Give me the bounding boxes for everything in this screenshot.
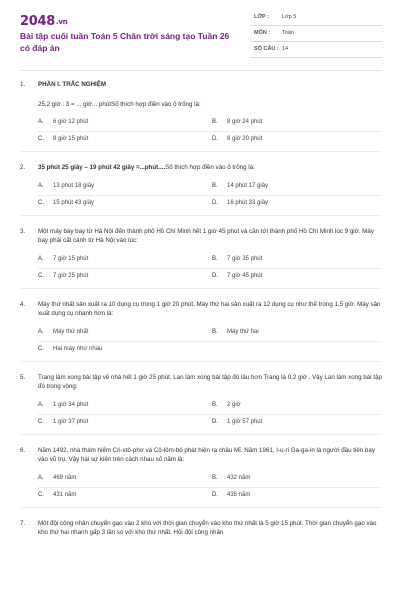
question-text: [20, 163, 382, 173]
option-a[interactable]: A. 1 giờ 34 phút: [38, 401, 89, 408]
header-divider: [20, 70, 382, 71]
option-b[interactable]: B. 14 phút 17 giây: [212, 182, 269, 189]
question-number: 5.: [20, 373, 26, 381]
option-row: [38, 131, 382, 143]
question-3: [20, 227, 382, 289]
answer-options: [20, 475, 382, 499]
question-list: [20, 80, 382, 557]
option-d[interactable]: D. 16 phút 33 giây: [212, 199, 269, 206]
option-row: [38, 256, 382, 268]
meta-label: MÔN :: [254, 30, 271, 36]
option-b[interactable]: B. 7 giờ 35 phút: [212, 255, 263, 262]
option-d[interactable]: D. 1 giờ 57 phút: [212, 418, 263, 425]
meta-table: [250, 10, 382, 58]
answer-options: [20, 119, 382, 143]
option-a[interactable]: A. 13 phút 18 giây: [38, 182, 95, 189]
section-title: PHẦN I. TRẮC NGHIỆM: [38, 81, 107, 88]
option-c[interactable]: C. 15 phút 43 giây: [38, 199, 95, 206]
meta-label: LỚP :: [254, 14, 269, 20]
question-text: [20, 373, 382, 392]
answer-options: [20, 183, 382, 207]
option-b[interactable]: B. Máy thứ hai: [212, 328, 259, 335]
option-row: [38, 329, 382, 341]
meta-row-count: [250, 42, 382, 58]
question-text: 25,2 giờ : 3 = ... giờ... phútSố thích hợp điền vào ô trống là:: [38, 100, 201, 108]
meta-row-subject: [250, 26, 382, 42]
question-5: [20, 373, 382, 435]
option-a[interactable]: A. 469 năm: [38, 474, 77, 481]
option-c[interactable]: C. Hai máy như nhau: [38, 345, 103, 352]
question-number: 3.: [20, 227, 26, 235]
option-c[interactable]: C. 7 giờ 25 phút: [38, 272, 89, 279]
option-row: [38, 119, 382, 131]
meta-value: Lớp 5: [282, 14, 297, 20]
meta-value: Toán: [282, 30, 294, 36]
option-c[interactable]: C. 1 giờ 37 phút: [38, 418, 89, 425]
answer-options: [20, 329, 382, 353]
option-row: [38, 341, 382, 353]
question-number: 4.: [20, 300, 26, 308]
option-row: [38, 183, 382, 195]
question-text: [20, 227, 382, 246]
question-number: 6.: [20, 446, 26, 454]
option-row: [38, 402, 382, 414]
question-number: 7.: [20, 519, 26, 527]
question-6: [20, 446, 382, 508]
option-c[interactable]: C. 8 giờ 15 phút: [38, 136, 89, 142]
question-prompt: Trang làm xong bài tập về nhà hết 1 giờ 25 phút. Lan làm xong bài tập đó lâu hơn Trang là 0,2 giờ . Vậy Lan làm xong bài tập đó trong vòng:: [38, 373, 382, 390]
meta-label: SỐ CÂU :: [254, 46, 279, 52]
option-row: [38, 414, 382, 426]
question-7: [20, 519, 382, 546]
option-c[interactable]: C. 431 năm: [38, 491, 77, 498]
page-header: [0, 0, 400, 70]
question-heading: [20, 80, 382, 90]
question-number: 1.: [20, 81, 26, 88]
option-b[interactable]: B. 432 năm: [212, 474, 251, 481]
option-row: [38, 195, 382, 207]
question-text: [20, 446, 382, 465]
question-expression: 35 phút 25 giây – 19 phút 42 giây =...phút....: [38, 164, 166, 171]
option-row: [38, 487, 382, 499]
meta-value: 14: [282, 46, 289, 52]
question-2: [20, 163, 382, 216]
answer-options: [20, 402, 382, 426]
option-row: [38, 475, 382, 487]
question-number: 2.: [20, 164, 26, 171]
option-a[interactable]: A. 7 giờ 15 phút: [38, 255, 89, 262]
question-prompt: Một đội công nhân chuyển gạo vào 2 kho với thời gian chuyển vào kho thứ nhất là 5 giờ 15 phút. Thời gian chuyển gạo vào kho thứ hai nhanh gấp 3 lần so với kho thứ nhất. Hỏi đội công nhân: [38, 519, 377, 536]
question-prompt: Máy thứ nhất sản xuất ra 10 dụng cụ trong 1 giờ 20 phút. Máy thứ hai sản xuất ra 12 dụng cụ như thế trong 1,5 giờ. Máy sản xuất dụng cụ nhanh hơn là:: [38, 300, 381, 317]
answer-options: [20, 256, 382, 280]
question-prompt: Năm 1492, nhà thám hiểm Cri-xtô-phơ và Cô-lôm-bô phát hiện ra châu Mĩ. Năm 1961, I-u-ri Ga-ga-in là người đầu tiên bay vào vũ trụ. Vậy hai sự kiện trên cách nhau số năm là:: [38, 446, 375, 463]
option-row: [38, 268, 382, 280]
logo-text: 2048: [20, 14, 55, 29]
question-text: [20, 300, 382, 319]
option-b[interactable]: B. 8 giờ 24 phút: [212, 119, 263, 125]
option-b[interactable]: B. 2 giờ: [212, 401, 241, 408]
document-title: Bài tập cuối tuần Toán 5 Chân trời sáng tạo Tuần 26 có đáp án: [20, 31, 230, 53]
question-prompt: Số thích hợp điền vào ô trống là:: [165, 164, 255, 171]
option-a[interactable]: A. 6 giờ 12 phút: [38, 119, 89, 125]
question-4: [20, 300, 382, 362]
option-d[interactable]: D. 435 năm: [212, 491, 251, 498]
option-d[interactable]: D. 7 giờ 45 phút: [212, 272, 263, 279]
question-prompt: Một máy bay bay từ Hà Nội đến thành phố Hồ Chí Minh hết 1 giờ 45 phút và cần tới thành phố Hồ Chí Minh lúc 9 giờ. Máy bay phải cất cánh từ Hà Nội vào lúc:: [38, 227, 374, 244]
logo-suffix: .vn: [55, 18, 68, 26]
meta-row-class: [250, 10, 382, 26]
site-logo[interactable]: [20, 14, 67, 29]
question-text: [20, 519, 382, 538]
option-a[interactable]: A. Máy thứ nhất: [38, 328, 89, 335]
option-d[interactable]: D. 8 giờ 20 phút: [212, 136, 263, 142]
question-1: [20, 80, 382, 152]
